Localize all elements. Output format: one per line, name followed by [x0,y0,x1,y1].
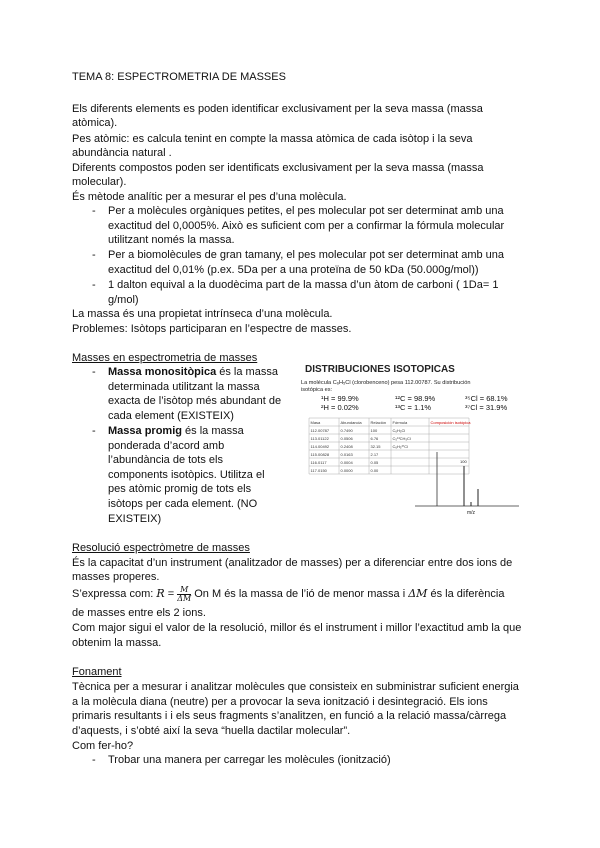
section-heading-masses: Masses en espectrometria de masses [72,352,258,364]
bullet-text: components isotòpics. Utilitza el [108,469,265,481]
body-line: obtenim la massa. [72,637,162,649]
formula-r: R [156,587,165,600]
table-cell: 0.2408 [340,444,353,449]
body-line: La massa és una propietat intrínseca d’una molècula. [72,308,333,320]
bullet-text: ponderada d’acord amb [108,440,225,452]
bullet-text: cada element (EXISTEIX) [108,410,234,422]
table-cell: 0.0004 [340,460,353,465]
table-cell: 0.0506 [340,436,353,441]
intro-line: És mètode analític per a mesurar el pes d’una molècula. [72,191,347,203]
table-header-cell: Fórmula [392,420,408,425]
table-header-cell: Abundancia [340,420,362,425]
bullet-dash: - [92,754,96,766]
isotope-distribution-figure [297,356,529,516]
bullet-dash: - [92,205,96,217]
table-cell: 114.00492 [310,444,330,449]
body-line: a la molècula diana (neutre) per a provocar la seva ionització i desintegració. Els ions [72,696,488,708]
table-header-cell: Composición isotópica [430,420,471,425]
formula-denominator: ΔM [177,593,192,603]
body-line: Com major sigui el valor de la resolució, millor és el instrument i millor l’exactitud amb la que [72,622,522,634]
formula-delta-m: ΔM [408,587,428,600]
table-cell: 0.00 [370,468,379,473]
table-cell: 6.76 [370,436,379,441]
table-cell: C₆H₅Cl [392,428,406,433]
bullet-dash: - [92,425,96,437]
table-cell: 32.15 [370,444,381,449]
body-line: d’aquests, i s’obté així la seva “huella dactilar molecular”. [72,725,351,737]
body-line: masses properes. [72,571,160,583]
peak-label: 100 [460,459,467,464]
intro-line: atòmica). [72,117,118,129]
formula-suffix: és la diferència [427,588,505,600]
bullet-text: exactitud del 0,01% (p.ex. 5Da per a una proteïna de 50 kDa (50.000g/mol)) [108,264,479,276]
formula-suffix: On M és la massa de l’ió de menor massa i [191,588,409,600]
table-header-cell: Relación [370,420,387,425]
bullet-text: exacta de l’isòtop més abundant de [108,395,282,407]
intro-line: Els diferents elements es poden identificar exclusivament per la seva massa (massa [72,103,483,115]
intro-line: abundància natural . [72,147,172,159]
table-cell: 0.05 [370,460,379,465]
bullet-text: determinada utilitzant la massa [108,381,260,393]
bullet-text: pes atòmic promig de tots els [108,483,252,495]
isotope-h2: ²H = 0.02% [321,403,359,412]
table-cell: 115.00828 [310,452,330,457]
bullet-dash: - [92,249,96,261]
bullet-text: exactitud del 0,0005%. Això es suficient com per a confirmar la fórmula molecular [108,220,505,232]
table-cell: 0.7490 [340,428,353,433]
body-line: primaris resultants i i els seus fragments s’analitzen, en funció a la relació massa/càrrega [72,710,507,722]
page-title: TEMA 8: ESPECTROMETRIA DE MASSES [72,71,286,83]
bullet-text: utilitzant només la massa. [108,234,235,246]
table-cell: C₅¹³CH₅Cl [392,436,411,441]
body-line: Tècnica per a mesurar i analitzar molècules que consisteix en subministrar suficient energia [72,681,519,693]
bullet-dash: - [92,366,96,378]
bullet-text: Per a biomolècules de gran tamany, el pes molecular pot ser determinat amb una [108,249,505,261]
table-cell: 0.0163 [340,452,353,457]
figure-subtitle: La molécula C₆H₅Cl (clorobenceno) pesa 112.00787. Su distribución [301,380,471,386]
intro-line: Diferents compostos poden ser identificats exclusivament per la seva massa (massa [72,162,484,174]
table-cell: 100 [370,428,378,433]
bullet-text: g/mol) [108,294,139,306]
bullet-text-part: és la massa [216,366,278,378]
bullet-text: Trobar una manera per carregar les molècules (ionització) [108,754,391,766]
formula-eq: = [164,588,178,600]
resolution-formula-line [72,584,504,604]
section-heading-fonament: Fonament [72,666,122,678]
body-line: És la capacitat d’un instrument (analitzador de masses) per a diferenciar entre dos ions de [72,557,513,569]
figure-subtitle: isotópica es: [301,387,333,393]
formula-prefix: S’expressa com: [72,588,157,600]
axis-label-mz: m/z [467,510,476,516]
bullet-text [108,424,244,438]
intro-line: Pes atòmic: es calcula tenint en compte la massa atòmica de cada isòtop i la seva [72,133,473,145]
table-cell: 116.0117 [310,460,327,465]
isotope-c12: ¹²C = 98.9% [395,394,436,403]
bullet-text: EXISTEIX) [108,513,162,525]
figure-title: DISTRIBUCIONES ISOTOPICAS [305,364,455,375]
table-cell: 117.0150 [310,468,327,473]
figure-svg [297,356,529,516]
body-line: de masses entre els 2 ions. [72,607,206,619]
formula-numerator: M [177,586,191,595]
question-line: Com fer-ho? [72,740,134,752]
bullet-text-part: és la massa [181,425,244,437]
bullet-text: l’abundància de tots els [108,454,223,466]
bullet-text: isòtops per cada element. (NO [108,498,258,510]
bullet-text: Per a molècules orgàniques petites, el pes molecular pot ser determinat amb una [108,205,504,217]
formula-fraction [177,586,191,603]
bullet-text [108,365,278,379]
bullet-dash: - [92,279,96,291]
isotope-cl35: ³⁵Cl = 68.1% [465,394,508,403]
isotope-h1: ¹H = 99.9% [321,394,359,403]
term-monoisotopic: Massa monositòpica [108,366,217,378]
intro-line: molecular). [72,176,127,188]
body-line: Problemes: Isòtops participaran en l’espectre de masses. [72,323,352,335]
term-average-mass: Massa promig [108,425,182,437]
bullet-text: 1 dalton equival a la duodècima part de la massa d’un àtom de carboni ( 1Da= 1 [108,279,499,291]
isotope-cl37: ³⁷Cl = 31.9% [465,403,508,412]
table-cell: 113.01122 [310,436,329,441]
section-heading-resolution: Resolució espectròmetre de masses [72,542,250,554]
table-cell: 112.00787 [310,428,330,433]
table-cell: 0.0000 [340,468,353,473]
table-cell: 2.17 [370,452,379,457]
table-cell: C₆H₅³⁷Cl [392,444,409,449]
isotope-c13: ¹³C = 1.1% [395,403,432,412]
table-header-cell: Masa [310,420,321,425]
